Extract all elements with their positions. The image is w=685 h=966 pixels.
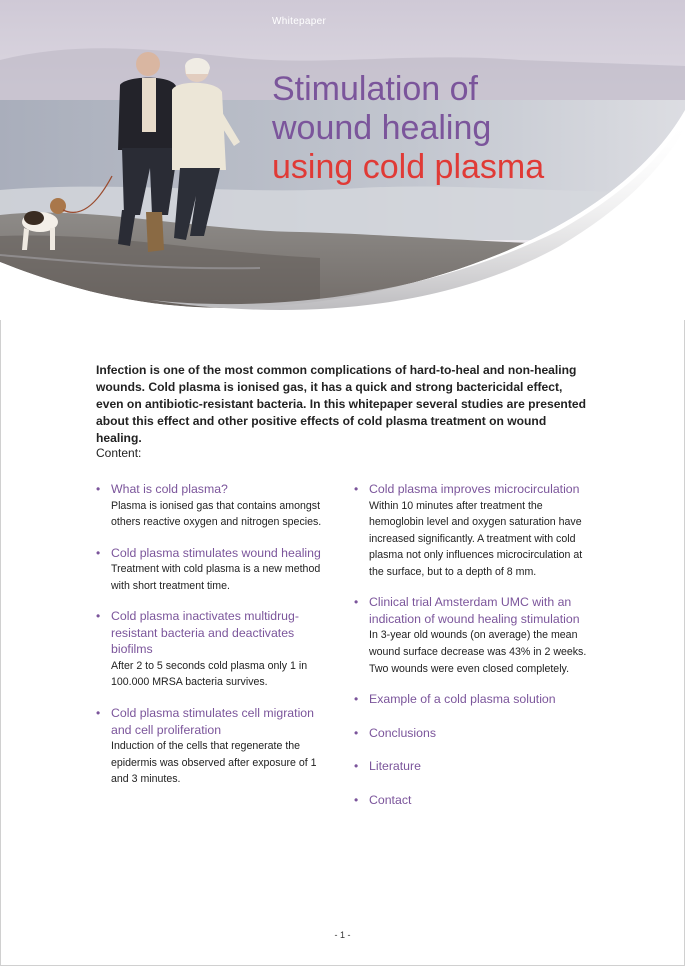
page-number: - 1 - <box>334 930 351 940</box>
bullet-icon: • <box>354 759 359 774</box>
toc-item-heading[interactable]: Example of a cold plasma solution <box>369 692 556 707</box>
toc-item[interactable] <box>354 725 592 742</box>
title-line-1: Stimulation of <box>272 70 478 108</box>
toc-item[interactable] <box>96 705 332 788</box>
toc-item-heading[interactable]: Literature <box>369 759 421 774</box>
toc-item[interactable] <box>354 481 592 580</box>
toc-item-heading[interactable]: Conclusions <box>369 725 436 740</box>
toc-item-summary: Plasma is ionised gas that contains amongst others reactive oxygen and nitrogen species. <box>111 499 322 529</box>
toc-item-summary: Induction of the cells that regenerate the epidermis was observed after exposure of 1 and 3 minutes. <box>111 740 317 786</box>
toc-item[interactable] <box>96 545 332 595</box>
toc-item-heading[interactable]: What is cold plasma? <box>111 482 228 496</box>
intro-paragraph: Infection is one of the most common complications of hard-to-heal and non-healing wounds. Cold plasma is ionised gas, it has a quick and strong bactericidal effect, even on antibiotic-resistant bacteria. In this whitepaper several studies are presented about this effect and other positive effects of cold plasma treatment on wound healing. <box>96 363 586 445</box>
toc-item-summary: After 2 to 5 seconds cold plasma only 1 in 100.000 MRSA bacteria survives. <box>111 659 308 689</box>
page-title <box>272 70 672 187</box>
toc-item-heading[interactable]: Cold plasma improves microcirculation <box>369 482 580 496</box>
toc-item[interactable] <box>354 792 592 809</box>
toc-item-summary: Within 10 minutes after treatment the hemoglobin level and oxygen saturation have increased significantly. A treatment with cold plasma not only influences microcirculation at the surface, but to a depth of 8 mm. <box>369 499 583 578</box>
toc-item-heading[interactable]: Cold plasma inactivates multidrug-resistant bacteria and deactivates biofilms <box>111 609 299 657</box>
title-line-2: wound healing <box>272 109 492 147</box>
bullet-icon: • <box>96 545 101 560</box>
bullet-icon: • <box>96 706 101 721</box>
toc-item-summary: Treatment with cold plasma is a new method with short treatment time. <box>111 563 321 592</box>
toc-item-heading[interactable]: Cold plasma stimulates wound healing <box>111 545 321 560</box>
toc-item-heading[interactable]: Clinical trial Amsterdam UMC with an indication of wound healing stimulation <box>369 595 580 626</box>
toc-item[interactable] <box>96 608 332 691</box>
toc-item[interactable] <box>354 758 592 775</box>
hero-banner <box>0 0 685 320</box>
bullet-icon: • <box>354 725 359 740</box>
toc-item-summary: In 3-year old wounds (on average) the mean wound surface decrease was 43% in 2 weeks. Two wounds were even closed completely. <box>369 629 587 675</box>
bullet-icon: • <box>96 609 101 624</box>
toc-item-heading[interactable]: Cold plasma stimulates cell migration and cell proliferation <box>111 706 314 737</box>
bullet-icon: • <box>354 792 359 807</box>
bullet-icon: • <box>354 482 359 496</box>
toc-right-column <box>354 481 592 822</box>
toc-item-heading[interactable]: Contact <box>369 792 412 807</box>
toc-item[interactable] <box>354 594 592 677</box>
content-heading: Content: <box>96 446 142 460</box>
title-line-3: using cold plasma <box>272 148 545 186</box>
toc-left-column <box>96 481 332 802</box>
bullet-icon: • <box>354 595 359 610</box>
document-type-label: Whitepaper <box>272 16 327 27</box>
bullet-icon: • <box>96 482 101 496</box>
toc-item[interactable] <box>96 481 332 531</box>
toc-item[interactable] <box>354 691 592 708</box>
bullet-icon: • <box>354 692 359 707</box>
